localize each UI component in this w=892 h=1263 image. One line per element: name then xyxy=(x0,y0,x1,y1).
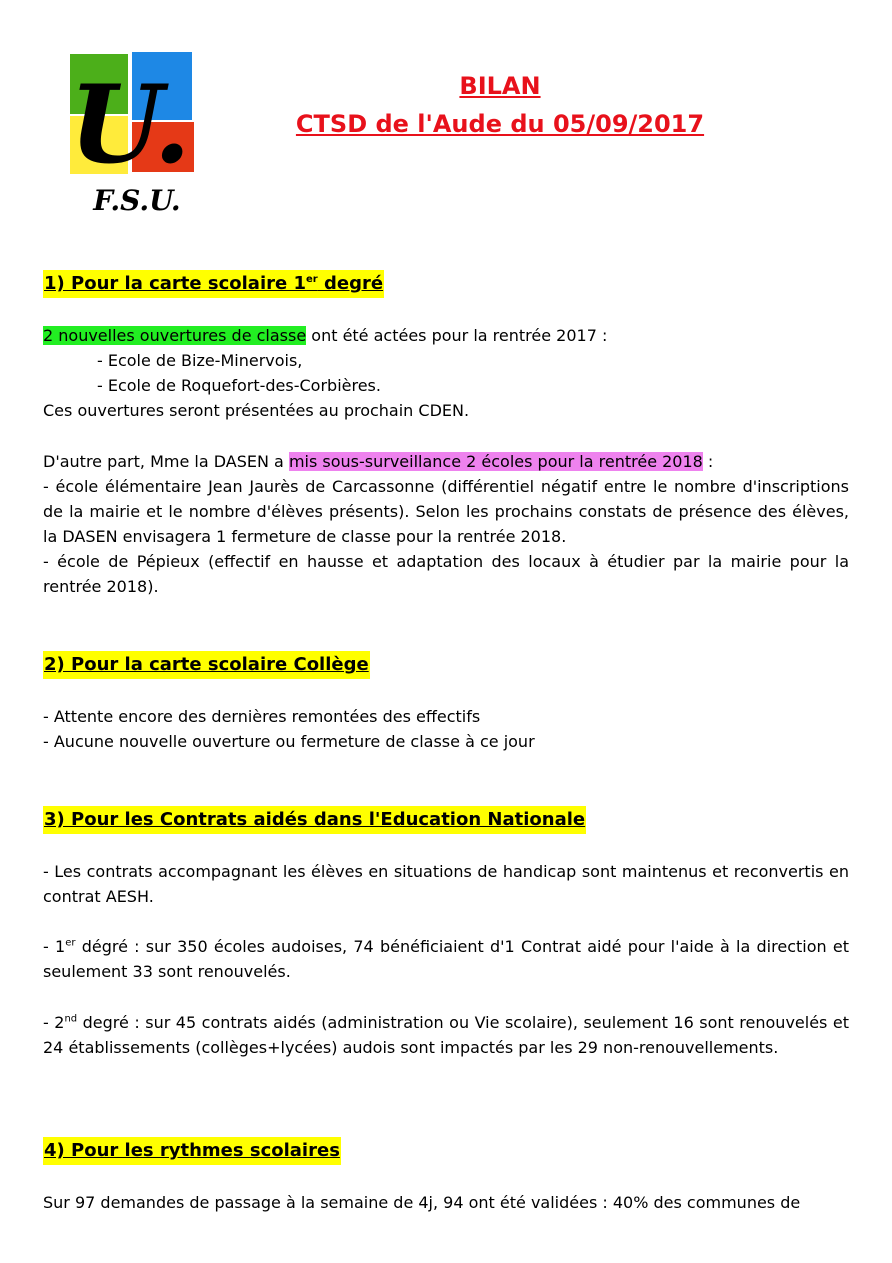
s1-paragraph-1-end: Ces ouvertures seront présentées au prochain CDEN. xyxy=(43,401,470,420)
paragraph-text-end: dégré : sur 350 écoles audoises, 74 bénéficiaient d'1 Contrat aidé pour l'aide à la direction et seulement 33 sont renouvelés. xyxy=(43,937,849,981)
heading-text: 1) Pour la carte scolaire 1 xyxy=(44,273,307,294)
s4-paragraph-1: Sur 97 demandes de passage à la semaine de 4j, 94 ont été validées : 40% des communes de xyxy=(43,1193,801,1212)
paragraph-text: D'autre part, Mme la DASEN a xyxy=(43,452,289,471)
section-3-heading: 3) Pour les Contrats aidés dans l'Education Nationale xyxy=(43,806,586,834)
s1-paragraph-2-b: - école de Pépieux (effectif en hausse et adaptation des locaux à étudier par la mairie pour la rentrée 2018). xyxy=(43,552,849,596)
s2-line-2: - Aucune nouvelle ouverture ou fermeture de classe à ce jour xyxy=(43,732,535,751)
paragraph-text: ont été actées pour la rentrée 2017 : xyxy=(306,326,608,345)
paragraph-text-end: : xyxy=(702,452,714,471)
paragraph-text: - 1 xyxy=(43,937,66,956)
logo-subtitle: F.S.U. xyxy=(93,184,181,215)
paragraph-text: - 2 xyxy=(43,1013,65,1032)
document-title: BILAN xyxy=(459,72,541,100)
superscript: nd xyxy=(64,1013,78,1025)
highlight-pink: mis sous-surveillance 2 écoles pour la rentrée 2018 xyxy=(288,452,703,471)
section-4-heading: 4) Pour les rythmes scolaires xyxy=(43,1137,341,1165)
document-subtitle: CTSD de l'Aude du 05/09/2017 xyxy=(295,110,705,138)
s1-item-1: - Ecole de Bize-Minervois, xyxy=(97,351,303,370)
paragraph-text-end: degré : sur 45 contrats aidés (administration ou Vie scolaire), seulement 16 sont renouvelés et 24 établissements (collèges+lycées) audois sont impactés par les 29 non-renouvellements. xyxy=(43,1013,849,1057)
s1-paragraph-2-a: - école élémentaire Jean Jaurès de Carcassonne (différentiel négatif entre le nombre d'inscriptions de la mairie et le nombre d'élèves présents). Selon les prochains constats de présence des élèves, la DASEN envisagera 1 fermeture de classe pour la rentrée 2018. xyxy=(43,477,849,546)
s2-line-1: - Attente encore des dernières remontées des effectifs xyxy=(43,707,481,726)
fsu-logo xyxy=(62,50,212,215)
s3-paragraph-2 xyxy=(43,934,849,984)
heading-sup: er xyxy=(306,274,318,285)
s3-paragraph-1: - Les contrats accompagnant les élèves en situations de handicap sont maintenus et reconvertis en contrat AESH. xyxy=(43,862,849,906)
logo-letter: U. xyxy=(69,62,191,188)
s1-paragraph-1 xyxy=(43,323,607,348)
s3-paragraph-3 xyxy=(43,1010,849,1060)
s1-paragraph-2 xyxy=(43,449,713,474)
section-1-heading xyxy=(43,270,384,298)
section-2-heading: 2) Pour la carte scolaire Collège xyxy=(43,651,370,679)
s1-item-2: - Ecole de Roquefort-des-Corbières. xyxy=(97,376,381,395)
highlight-green: 2 nouvelles ouvertures de classe xyxy=(43,326,307,345)
heading-text-end: degré xyxy=(317,273,384,294)
superscript: er xyxy=(65,937,76,949)
